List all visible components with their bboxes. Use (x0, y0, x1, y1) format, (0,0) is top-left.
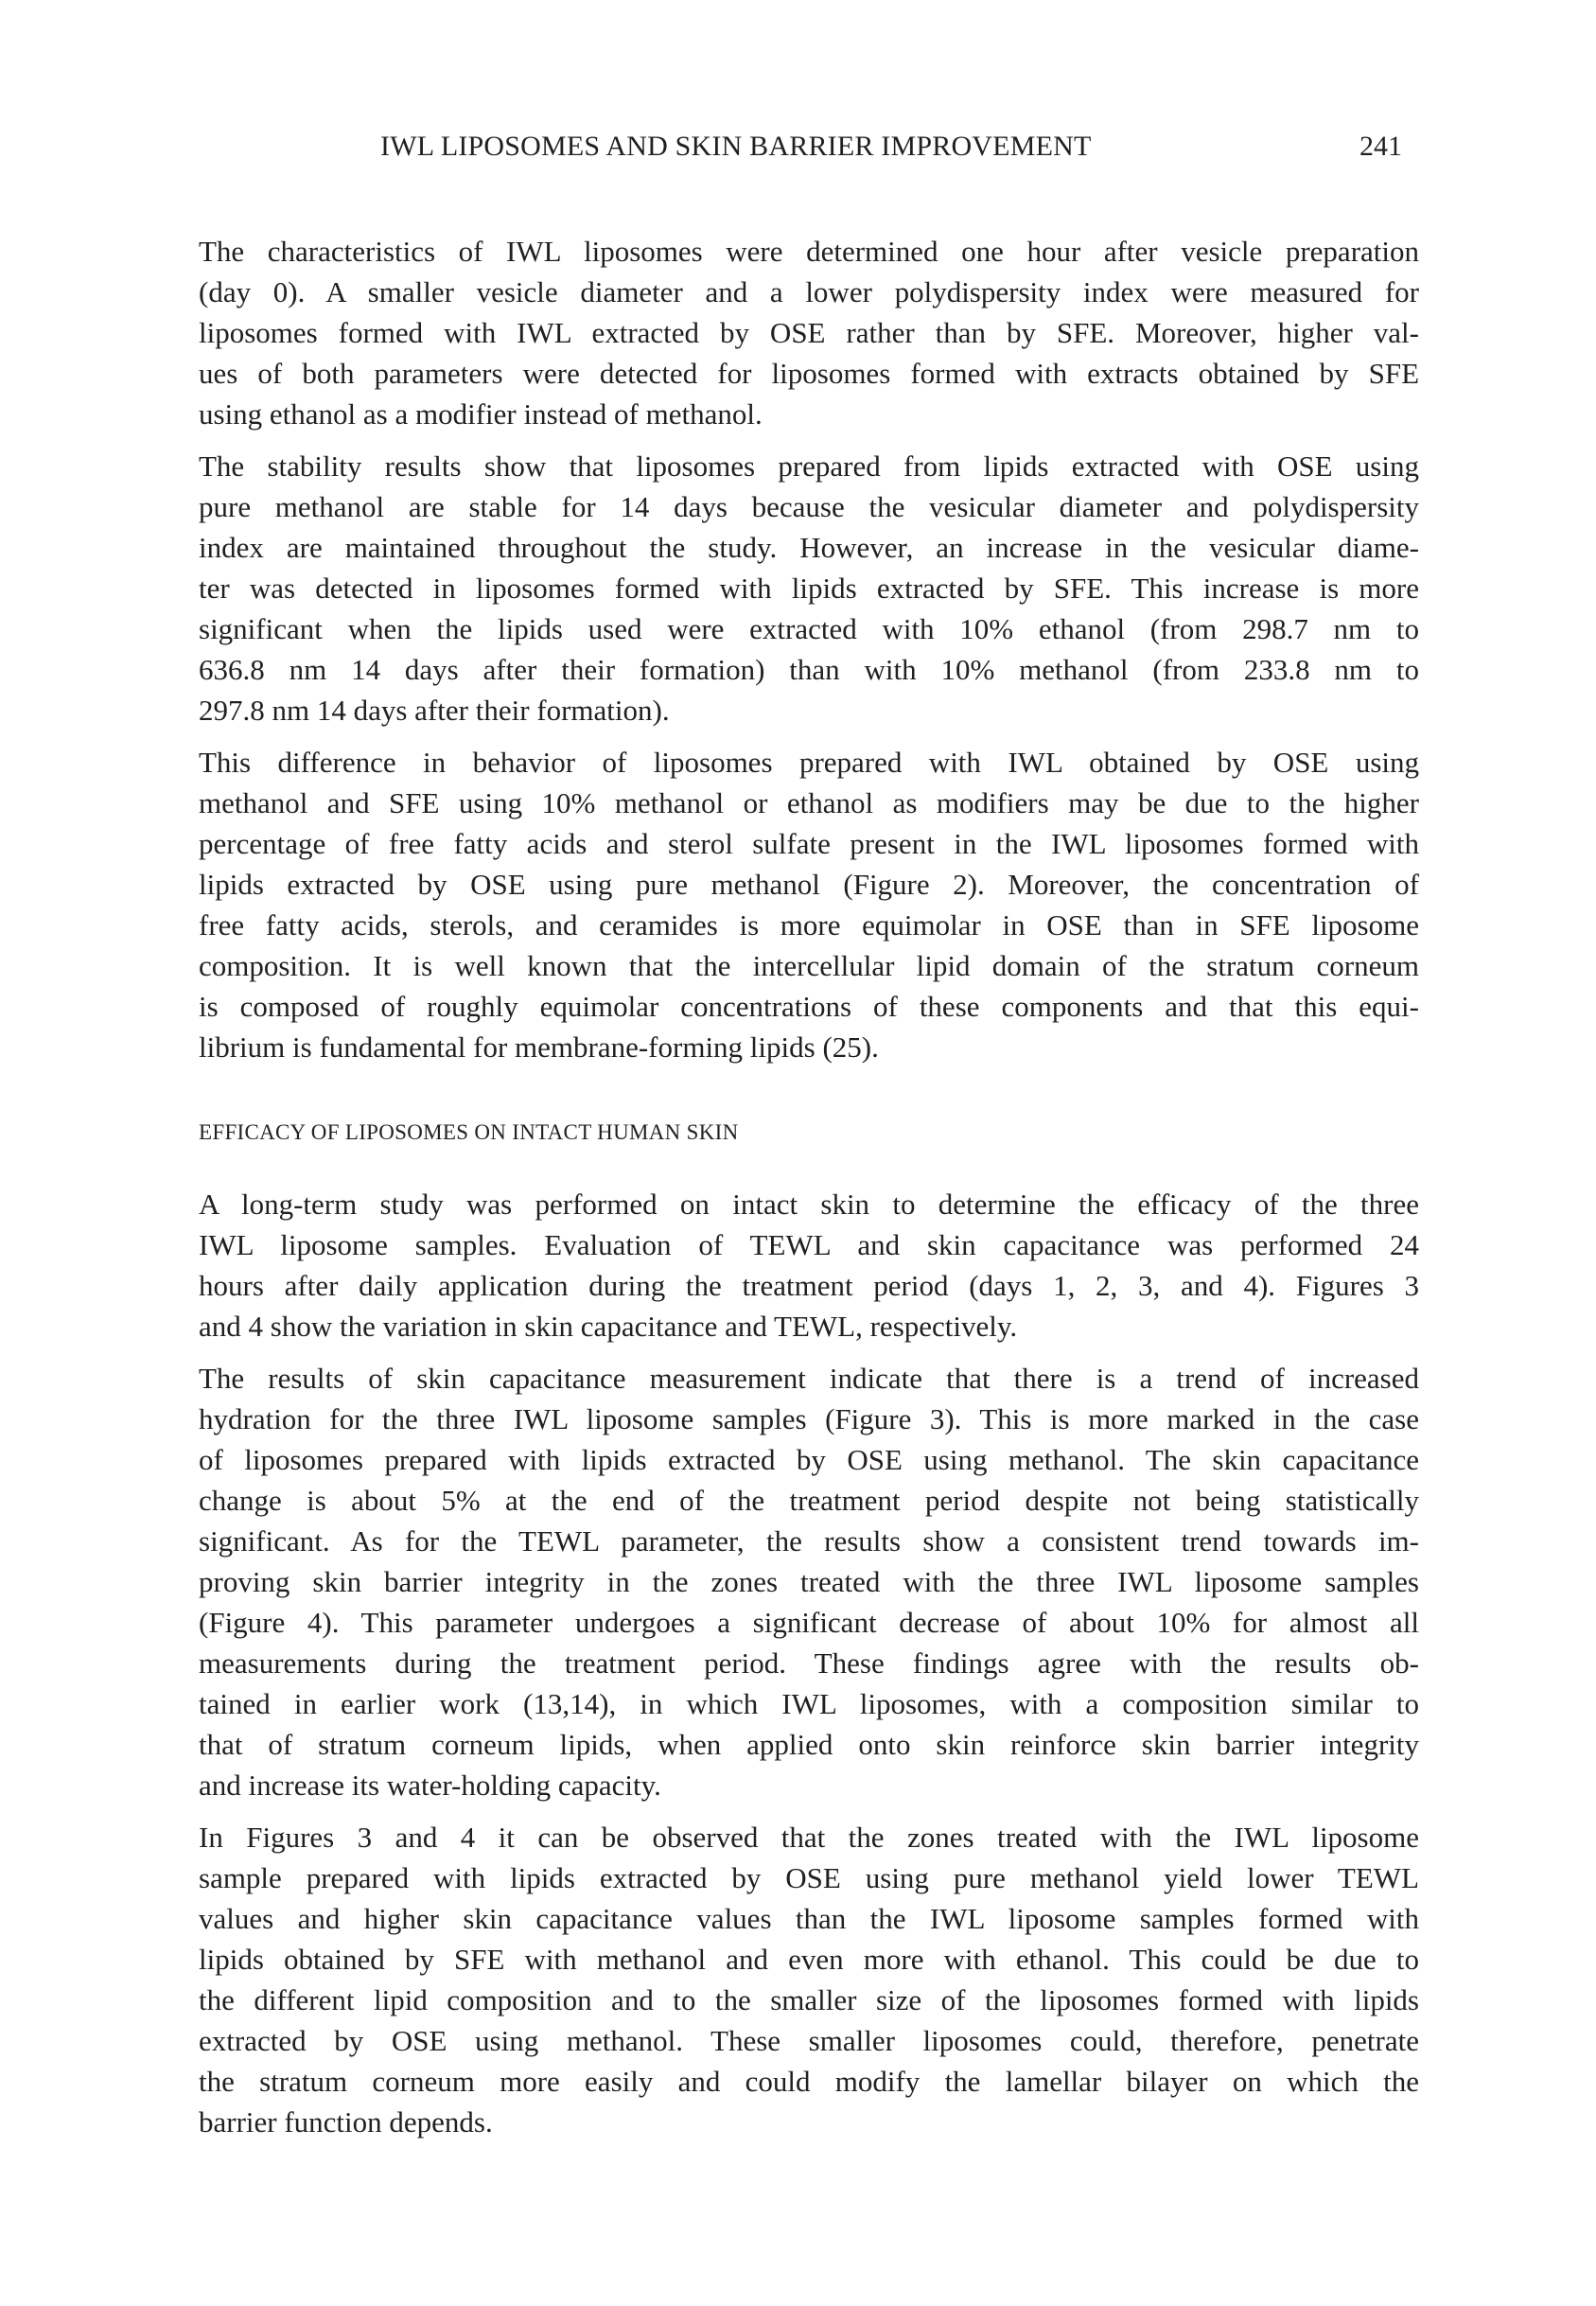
text-line: tained in earlier work (13,14), in which IWL liposomes, with a composition similar to (199, 1687, 1419, 1720)
text-line: The characteristics of IWL liposomes were determined one hour after vesicle preparation (199, 235, 1419, 268)
text-line: measurements during the treatment period. These findings agree with the results ob- (199, 1646, 1419, 1680)
text-line: hydration for the three IWL liposome samples (Figure 3). This is more marked in the case (199, 1402, 1419, 1435)
text-line: proving skin barrier integrity in the zones treated with the three IWL liposome samples (199, 1565, 1419, 1598)
text-line: The stability results show that liposomes prepared from lipids extracted with OSE using (199, 449, 1419, 483)
section-heading: EFFICACY OF LIPOSOMES ON INTACT HUMAN SKIN (199, 1120, 739, 1144)
text-line: that of stratum corneum lipids, when applied onto skin reinforce skin barrier integrity (199, 1728, 1419, 1761)
text-line: liposomes formed with IWL extracted by OSE rather than by SFE. Moreover, higher val- (199, 316, 1419, 349)
running-head: IWL LIPOSOMES AND SKIN BARRIER IMPROVEMENT (380, 131, 1092, 162)
text-line: pure methanol are stable for 14 days because the vesicular diameter and polydispersity (199, 490, 1419, 523)
text-line: of liposomes prepared with lipids extracted by OSE using methanol. The skin capacitance (199, 1443, 1419, 1476)
text-line: the different lipid composition and to the smaller size of the liposomes formed with lipids (199, 1983, 1419, 2016)
text-line: The results of skin capacitance measurement indicate that there is a trend of increased (199, 1362, 1419, 1395)
section-efficacy (199, 1184, 1419, 2154)
text-line: 636.8 nm 14 days after their formation) than with 10% methanol (from 233.8 nm to (199, 653, 1419, 686)
text-line: change is about 5% at the end of the treatment period despite not being statistically (199, 1484, 1419, 1517)
page-number: 241 (1359, 131, 1402, 162)
text-line: methanol and SFE using 10% methanol or ethanol as modifiers may be due to the higher (199, 786, 1419, 819)
text-line: and increase its water-holding capacity. (199, 1769, 661, 1802)
text-line: 297.8 nm 14 days after their formation). (199, 694, 670, 727)
paragraph (199, 1184, 1419, 1347)
text-line: (day 0). A smaller vesicle diameter and a lower polydispersity index were measured for (199, 275, 1419, 308)
text-line: lipids obtained by SFE with methanol and even more with ethanol. This could be due to (199, 1943, 1419, 1976)
text-line: This difference in behavior of liposomes prepared with IWL obtained by OSE using (199, 746, 1419, 779)
text-line: significant. As for the TEWL parameter, the results show a consistent trend towards im- (199, 1524, 1419, 1558)
text-line: using ethanol as a modifier instead of methanol. (199, 397, 763, 431)
text-line: extracted by OSE using methanol. These smaller liposomes could, therefore, penetrate (199, 2024, 1419, 2057)
text-line: is composed of roughly equimolar concentrations of these components and that this equi- (199, 990, 1419, 1023)
paragraph (199, 742, 1419, 1067)
text-line: significant when the lipids used were extracted with 10% ethanol (from 298.7 nm to (199, 612, 1419, 645)
text-line: composition. It is well known that the intercellular lipid domain of the stratum corneum (199, 949, 1419, 982)
section-results-stability (199, 231, 1419, 1079)
paragraph (199, 1358, 1419, 1805)
text-line: and 4 show the variation in skin capacitance and TEWL, respectively. (199, 1310, 1018, 1343)
text-line: hours after daily application during the treatment period (days 1, 2, 3, and 4). Figures 3 (199, 1269, 1419, 1302)
paragraph (199, 1817, 1419, 2142)
text-line: index are maintained throughout the study. However, an increase in the vesicular diame- (199, 531, 1419, 564)
paragraph (199, 231, 1419, 434)
text-line: barrier function depends. (199, 2105, 493, 2139)
text-line: ter was detected in liposomes formed with lipids extracted by SFE. This increase is more (199, 572, 1419, 605)
text-line: A long-term study was performed on intact skin to determine the efficacy of the three (199, 1188, 1419, 1221)
text-line: percentage of free fatty acids and sterol sulfate present in the IWL liposomes formed with (199, 827, 1419, 860)
paragraph (199, 446, 1419, 731)
text-line: ues of both parameters were detected for liposomes formed with extracts obtained by SFE (199, 357, 1419, 390)
text-line: free fatty acids, sterols, and ceramides is more equimolar in OSE than in SFE liposome (199, 908, 1419, 942)
text-line: lipids extracted by OSE using pure methanol (Figure 2). Moreover, the concentration of (199, 868, 1419, 901)
text-line: sample prepared with lipids extracted by OSE using pure methanol yield lower TEWL (199, 1861, 1419, 1894)
text-line: IWL liposome samples. Evaluation of TEWL and skin capacitance was performed 24 (199, 1228, 1419, 1261)
text-line: values and higher skin capacitance values than the IWL liposome samples formed with (199, 1902, 1419, 1935)
text-line: (Figure 4). This parameter undergoes a significant decrease of about 10% for almost all (199, 1606, 1419, 1639)
text-line: the stratum corneum more easily and could modify the lamellar bilayer on which the (199, 2065, 1419, 2098)
text-line: librium is fundamental for membrane-forming lipids (25). (199, 1030, 879, 1064)
text-line: In Figures 3 and 4 it can be observed that the zones treated with the IWL liposome (199, 1821, 1419, 1854)
